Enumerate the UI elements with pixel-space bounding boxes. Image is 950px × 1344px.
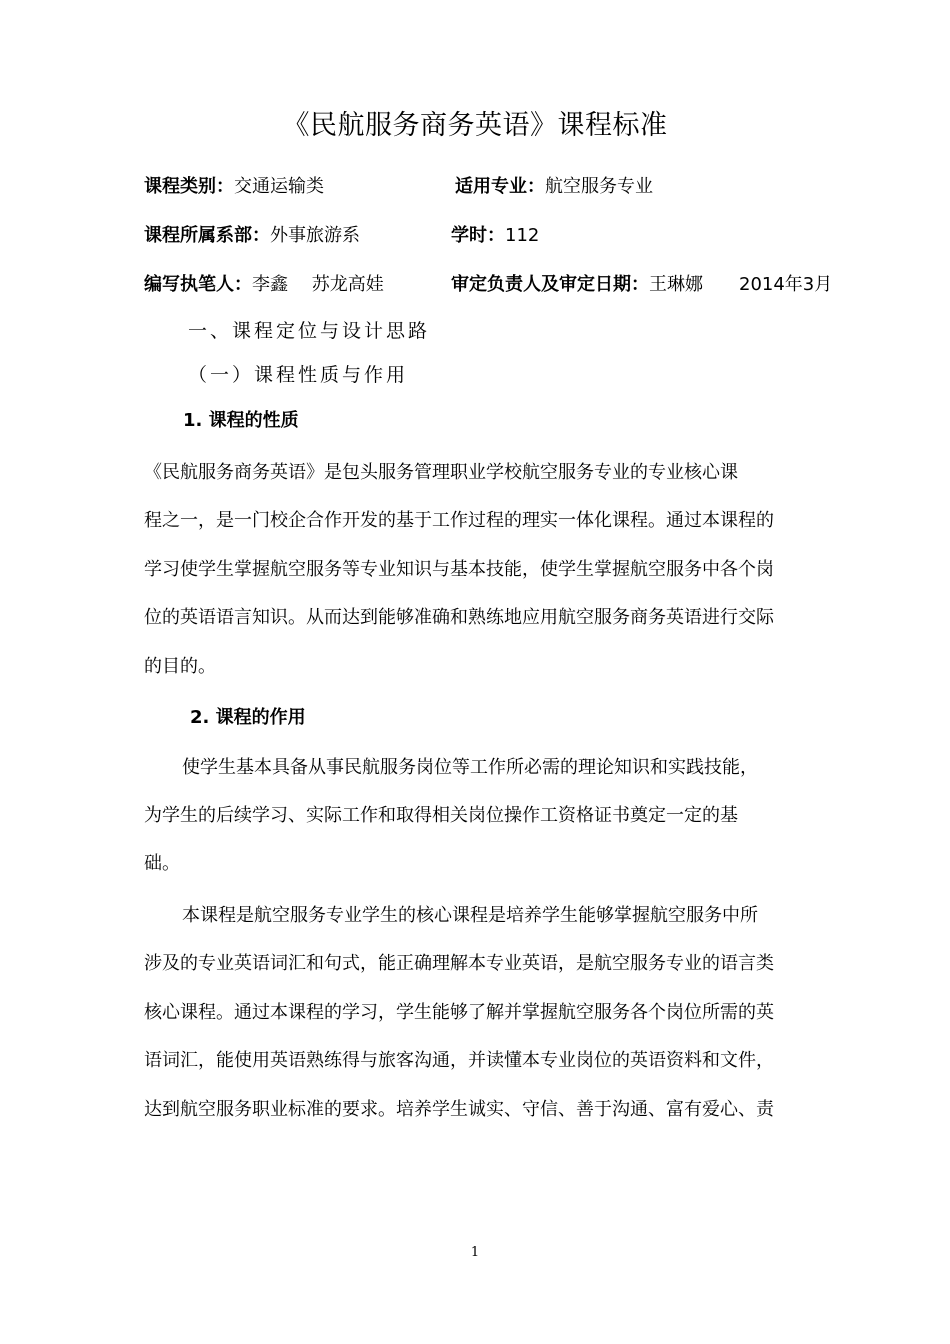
reviewer-value: 王琳娜 2014年3月 xyxy=(649,274,833,295)
section-heading: 一、课程定位与设计思路 xyxy=(188,320,431,342)
dept-label: 课程所属系部： xyxy=(144,225,270,246)
para2-line: 础。 xyxy=(144,853,180,874)
meta-row-hours xyxy=(451,221,539,247)
page-number: 1 xyxy=(470,1245,480,1260)
meta-row-dept xyxy=(144,221,360,247)
dept-value: 外事旅游系 xyxy=(270,225,360,246)
para1-line: 位的英语语言知识。从而达到能够准确和熟练地应用航空服务商务英语进行交际 xyxy=(144,607,774,628)
para2-line: 为学生的后续学习、实际工作和取得相关岗位操作工资格证书奠定一定的基 xyxy=(144,805,738,826)
meta-row-authors xyxy=(144,270,384,296)
para2-line: 使学生基本具备从事民航服务岗位等工作所必需的理论知识和实践技能， xyxy=(182,757,758,778)
meta-row-reviewer xyxy=(451,270,832,296)
para3-line: 涉及的专业英语词汇和句式，能正确理解本专业英语，是航空服务专业的语言类 xyxy=(144,953,774,974)
authors-value: 李鑫 苏龙高娃 xyxy=(252,274,384,295)
para1-line: 程之一，是一门校企合作开发的基于工作过程的理实一体化课程。通过本课程的 xyxy=(144,510,774,531)
page-title: 《民航服务商务英语》课程标准 xyxy=(282,110,668,141)
heading-nature: 1. 课程的性质 xyxy=(183,410,299,431)
para3-line: 核心课程。通过本课程的学习，学生能够了解并掌握航空服务各个岗位所需的英 xyxy=(144,1002,774,1023)
hours-value: 112 xyxy=(505,225,540,246)
reviewer-label: 审定负责人及审定日期： xyxy=(451,274,649,295)
para3-line: 达到航空服务职业标准的要求。培养学生诚实、守信、善于沟通、富有爱心、责 xyxy=(144,1099,774,1120)
hours-label: 学时： xyxy=(451,225,505,246)
meta-row-major xyxy=(455,172,653,198)
major-label: 适用专业： xyxy=(455,176,545,197)
category-label: 课程类别： xyxy=(144,176,234,197)
para1-line: 的目的。 xyxy=(144,656,216,677)
para1-line: 学习使学生掌握航空服务等专业知识与基本技能，使学生掌握航空服务中各个岗 xyxy=(144,559,774,580)
para3-line: 本课程是航空服务专业学生的核心课程是培养学生能够掌握航空服务中所 xyxy=(182,905,758,926)
para1-line: 《民航服务商务英语》是包头服务管理职业学校航空服务专业的专业核心课 xyxy=(144,462,738,483)
meta-row-category xyxy=(144,172,324,198)
authors-label: 编写执笔人： xyxy=(144,274,252,295)
heading-role: 2. 课程的作用 xyxy=(190,707,306,728)
para3-line: 语词汇，能使用英语熟练得与旅客沟通，并读懂本专业岗位的英语资料和文件， xyxy=(144,1050,774,1071)
subsection-heading: （一）课程性质与作用 xyxy=(188,364,409,386)
major-value: 航空服务专业 xyxy=(545,176,653,197)
category-value: 交通运输类 xyxy=(234,176,324,197)
